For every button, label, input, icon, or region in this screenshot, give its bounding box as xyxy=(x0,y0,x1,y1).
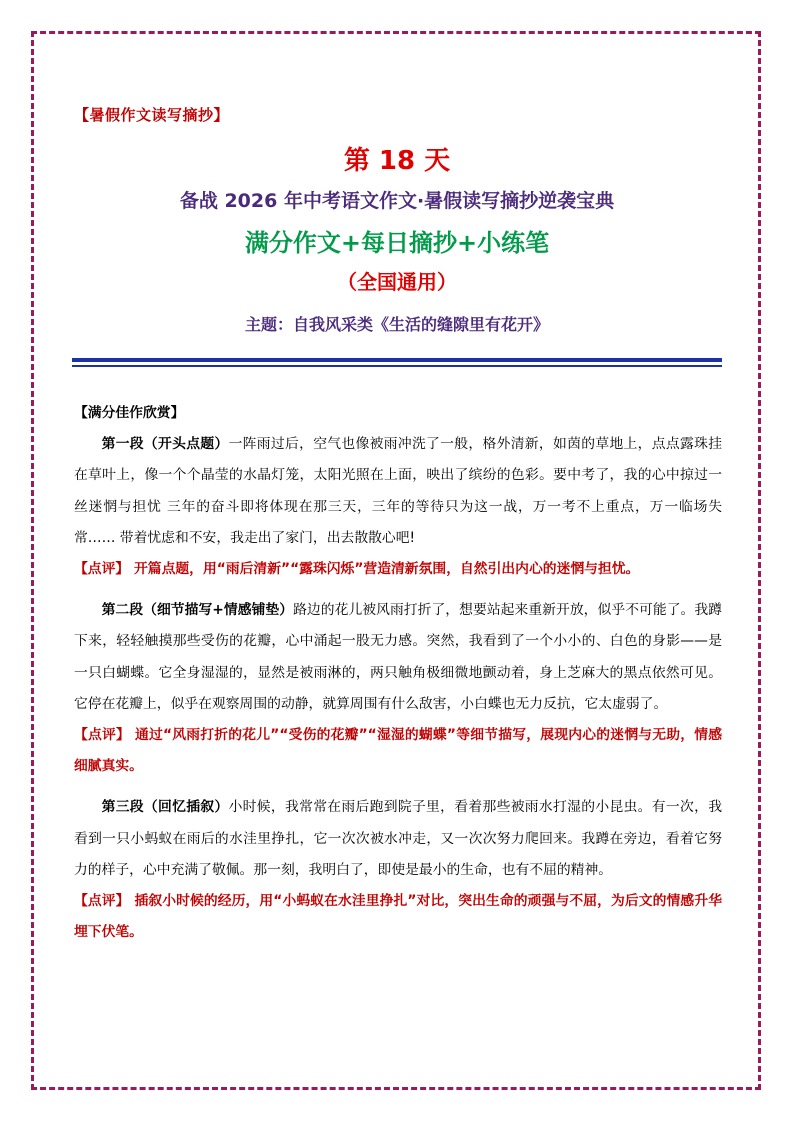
paragraph-2-text: 路边的花儿被风雨打折了，想要站起来重新开放，似乎不可能了。我蹲下来，轻轻触摸那些受伤的花瓣，心中涌起一股无力感。突然，我看到了一个小小的、白色的身影——是一只白蝴蝶。它全身湿湿的，显然是被雨淋的，两只触角极细微地颤动着，身上芝麻大的黑点依然可见。它停在花瓣上，似乎在观察周围的动静，就算周围有什么敌害，小白蝶也无力反抗，它太虚弱了。 xyxy=(74,602,723,712)
paragraph-2-lead: 第二段（细节描写+情感铺垫） xyxy=(101,602,294,619)
paragraph-3-lead: 第三段（回忆插叙） xyxy=(101,799,229,816)
paragraph-3-text: 小时候，我常常在雨后跑到院子里，看着那些被雨水打湿的小昆虫。有一次，我看到一只小蚂蚁在雨后的水洼里挣扎，它一次次被水冲走，又一次次努力爬回来。我蹲在旁边，看着它努力的样子，心中充满了敬佩。那一刻，我明白了，即使是最小的生命，也有不屈的精神。 xyxy=(74,799,723,878)
day-title: 第 18 天 xyxy=(343,146,451,176)
paragraph-1 xyxy=(74,429,722,554)
comment-3: 【点评】 插叙小时候的经历，用“小蚂蚁在水洼里挣扎”对比，突出生命的顽强与不屈，为后文的情感升华埋下伏笔。 xyxy=(74,893,722,941)
series-tag: 【暑假作文读写摘抄】 xyxy=(74,106,230,124)
divider-thick xyxy=(72,358,722,362)
scope-label: （全国通用） xyxy=(337,270,457,294)
theme-line: 主题：自我风采类《生活的缝隙里有花开》 xyxy=(244,315,549,334)
section-heading: 【满分佳作欣赏】 xyxy=(74,405,185,421)
comment-2: 【点评】 通过“风雨打折的花儿”“受伤的花瓣”“湿湿的蝴蝶”等细节描写，展现内心的迷惘与无助，情感细腻真实。 xyxy=(74,727,722,775)
divider-thin xyxy=(72,365,722,367)
paragraph-3 xyxy=(74,792,722,886)
paragraph-1-text: 一阵雨过后，空气也像被雨冲洗了一般，格外清新，如茵的草地上，点点露珠挂在草叶上，像一个个晶莹的水晶灯笼，太阳光照在上面，映出了缤纷的色彩。要中考了，我的心中掠过一丝迷惘与担忧 三年的奋斗即将体现在那三天，三年的等待只为这一战，万一考不上重点，万一临场失常…… 带着忧虑和不安，我走出了家门，出去散散心吧! xyxy=(74,436,723,546)
paragraph-2 xyxy=(74,595,722,720)
paragraph-1-lead: 第一段（开头点题） xyxy=(101,436,229,453)
content-title: 满分作文+每日摘抄+小练笔 xyxy=(244,229,550,257)
essay-body xyxy=(74,398,722,948)
comment-1: 【点评】 开篇点题，用“雨后清新”“露珠闪烁”营造清新氛围，自然引出内心的迷惘与担忧。 xyxy=(74,561,640,578)
subtitle: 备战 2026 年中考语文作文·暑假读写摘抄逆袭宝典 xyxy=(179,190,615,212)
